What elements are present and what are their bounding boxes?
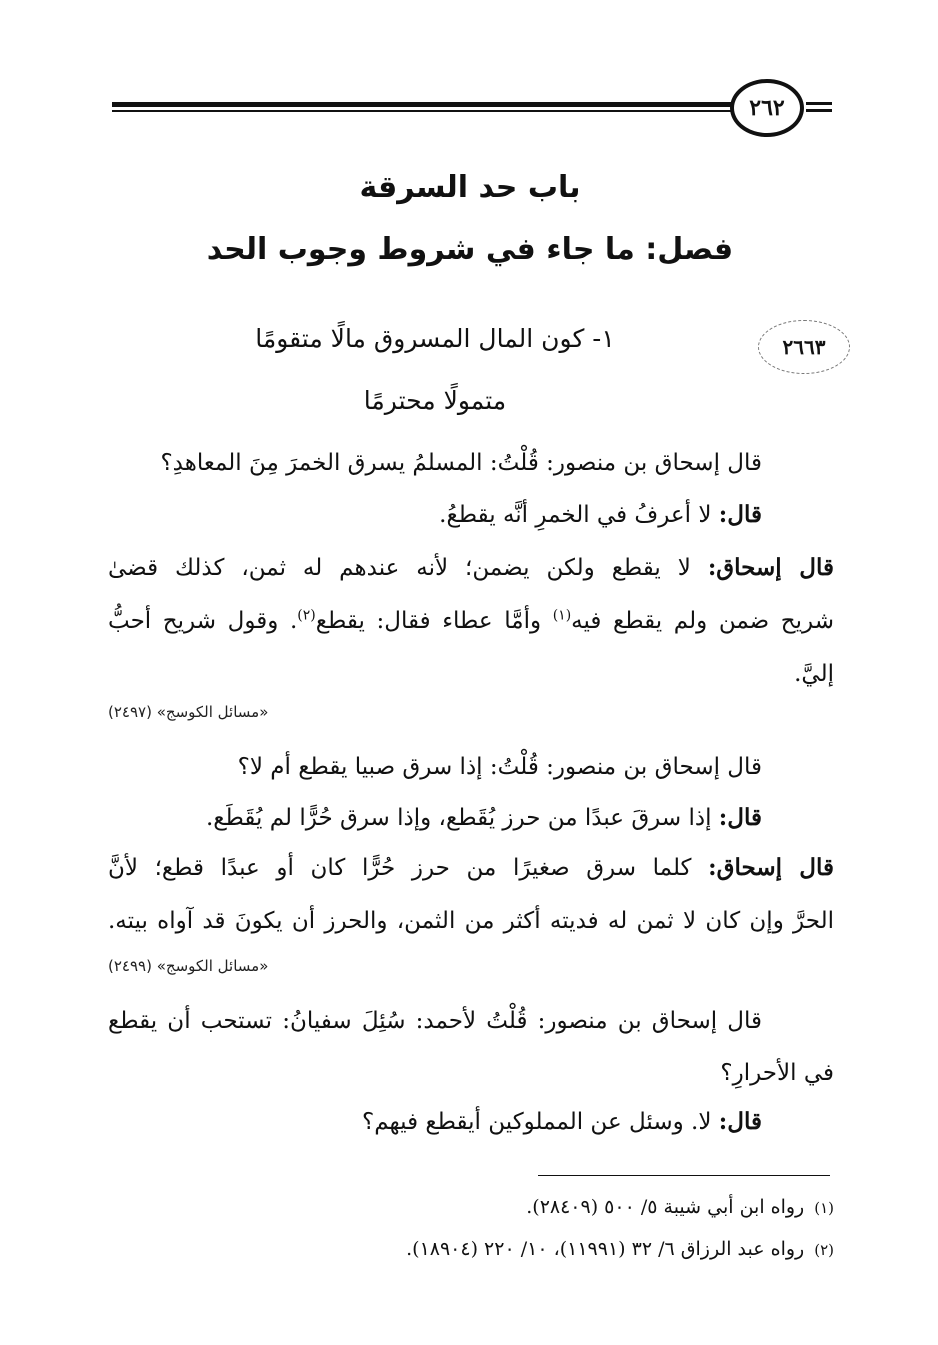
chapter-title: باب حد السرقة <box>359 170 581 205</box>
question-line: قال إسحاق بن منصور: قُلْتُ: المسلمُ يسرق الخمرَ مِنَ المعاهدِ؟ <box>160 450 762 476</box>
ishaq-line <box>108 553 834 583</box>
issue-number-ornament: ٢٦٦٣ <box>758 320 850 374</box>
speaker-label: قال إسحاق: <box>707 554 834 581</box>
answer-line <box>108 803 808 833</box>
footnote-mark: (١) <box>814 1199 834 1217</box>
question-line: في الأحرارِ؟ <box>720 1060 834 1086</box>
footnote-separator <box>538 1175 830 1176</box>
ishaq-line <box>108 606 834 636</box>
footnote <box>300 1196 834 1218</box>
ishaq-text: شريح ضمن ولم يقطع فيه <box>571 608 834 634</box>
issue-heading-line2: متمولًا محترمًا <box>363 386 507 415</box>
footnote-text: رواه ابن أبي شيبة ٥/ ٥٠٠ (٢٨٤٠٩). <box>526 1196 805 1218</box>
answer-line <box>108 1107 808 1137</box>
answer-text: لا أعرفُ في الخمرِ أنَّه يقطعُ. <box>439 502 719 528</box>
source-citation: «مسائل الكوسج» (٢٤٩٧) <box>108 703 269 721</box>
question-line: قال إسحاق بن منصور: قُلْتُ لأحمد: سُئِلَ سفيانُ: تستحب أن يقطع <box>108 1008 762 1034</box>
header-rule-thin <box>112 110 732 112</box>
ishaq-text: وأمَّا عطاء فقال: يقطع <box>315 608 553 634</box>
footnote-ref: (١) <box>552 607 572 624</box>
answer-line <box>108 500 808 530</box>
header-rule-thick <box>112 102 732 107</box>
ishaq-line: الحرَّ وإن كان لا ثمن له فديته أكثر من الثمن، والحرز أن يكونَ قد آواه بيته. <box>108 908 834 934</box>
issue-heading-line1: ١- كون المال المسروق مالًا متقومًا <box>255 324 615 353</box>
ishaq-line <box>108 853 834 883</box>
source-citation: «مسائل الكوسج» (٢٤٩٩) <box>108 957 269 975</box>
question-line: قال إسحاق بن منصور: قُلْتُ: إذا سرق صبيا يقطع أم لا؟ <box>237 754 762 780</box>
ishaq-text: . وقول شريح أحبُّ <box>108 608 298 634</box>
section-title: فصل: ما جاء في شروط وجوب الحد <box>206 232 734 267</box>
speaker-label: قال: <box>718 501 762 528</box>
speaker-label: قال إسحاق: <box>708 854 835 881</box>
ishaq-text: لا يقطع ولكن يضمن؛ لأنه عندهم له ثمن، كذلك قضىٰ <box>108 555 708 581</box>
ishaq-line: إليَّ. <box>794 661 834 687</box>
header-rule-right-top <box>806 102 832 105</box>
speaker-label: قال: <box>718 804 762 831</box>
footnote-ref: (٢) <box>297 607 316 624</box>
ishaq-text: كلما سرق صغيرًا من حرز حُرًّا كان أو عبدًا قطع؛ لأنَّ <box>108 855 709 881</box>
footnote-mark: (٢) <box>814 1241 834 1259</box>
answer-text: لا. وسئل عن المملوكين أيقطع فيهم؟ <box>362 1109 719 1135</box>
header-rule-right-bottom <box>806 109 832 112</box>
speaker-label: قال: <box>718 1108 762 1135</box>
footnote <box>300 1238 834 1260</box>
page-number: ٢٦٢ <box>730 79 804 137</box>
answer-text: إذا سرقَ عبدًا من حرز يُقَطع، وإذا سرق حُرًّا لم يُقَطَع. <box>205 805 719 831</box>
footnote-text: رواه عبد الرزاق ٦/ ٣٢ (١١٩٩١)، ١٠/ ٢٢٠ (١٨٩٠٤). <box>406 1238 805 1260</box>
